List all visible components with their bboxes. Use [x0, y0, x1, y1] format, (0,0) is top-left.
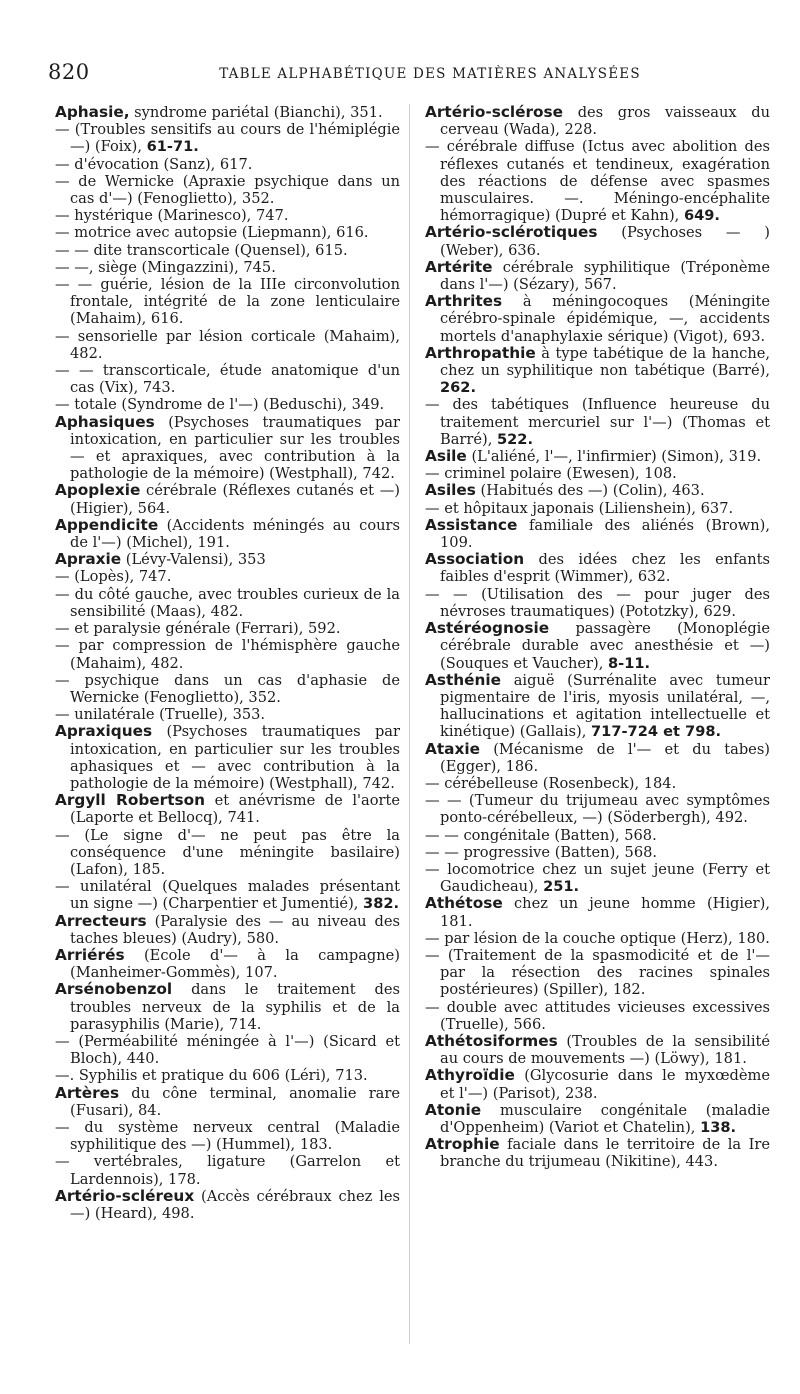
entry-text: — locomotrice chez un sujet jeune (Ferry et Gaudichеau),	[425, 860, 770, 896]
index-entry	[425, 775, 770, 792]
entry-text: — — (Tumeur du trijumeau avec symptômes ponto-cérébelleux, —) (Söderbergh), 492.	[425, 792, 770, 827]
entry-text: (Lévy-Valensi), 353	[121, 551, 266, 569]
index-entry	[55, 207, 400, 224]
index-entry	[425, 861, 770, 895]
index-entry	[55, 947, 400, 981]
entry-bold-page-ref: 522.	[497, 430, 534, 448]
index-entry	[425, 551, 770, 585]
index-entry	[425, 138, 770, 224]
index-entry	[55, 551, 400, 568]
index-entry	[55, 981, 400, 1033]
entry-headword: Artério-sclérotiques	[425, 223, 598, 242]
entry-headword: Astéréognosie	[425, 619, 550, 638]
entry-text: — et hôpitaux japonais (Lilienshein), 637.	[425, 499, 734, 517]
index-entry	[55, 723, 400, 792]
index-entry	[55, 242, 400, 259]
entry-text: — vertébrales, ligature (Garrelon et Lardennois), 178.	[55, 1153, 400, 1188]
entry-text: (Psychoses — ) (Weber), 636.	[440, 224, 770, 259]
entry-headword: Appendicite	[55, 515, 159, 534]
index-entry	[425, 930, 770, 947]
index-entry	[55, 706, 400, 723]
entry-headword: Arrecteurs	[55, 911, 147, 930]
entry-headword: Athétose	[425, 894, 503, 913]
entry-text: dans le traitement des troubles nerveux de la syphilis et de la parasyphilis (Marie), 714.	[70, 981, 400, 1033]
entry-text: faciale dans le territoire de la Ire branche du trijumeau (Nikitine), 443.	[440, 1136, 770, 1171]
entry-headword: Atonie	[425, 1100, 482, 1119]
index-entry	[425, 947, 770, 999]
entry-text: (Paralysie des — au niveau des taches bleues) (Audry), 580.	[70, 912, 400, 947]
entry-text: à méningocoques (Méningite cérébro-spinale épidémique, —, accidents mortels d'anaphylaxie sérique) (Vigot), 693.	[440, 293, 770, 345]
index-entry	[55, 637, 400, 671]
running-title: TABLE ALPHABÉTIQUE DES MATIÈRES ANALYSÉES	[219, 66, 641, 82]
index-entry	[425, 448, 770, 465]
entry-text: — — guérie, lésion de la IIIe circonvolution frontale, intégrité de la zone lenticulaire (Mahaim), 616.	[55, 276, 400, 328]
index-entry	[55, 586, 400, 620]
entry-text: — du système nerveux central (Maladie syphilitique des —) (Hummel), 183.	[55, 1118, 400, 1154]
entry-text: — cérébrale diffuse (Ictus avec abolition des réflexes cutanés et tendineux, exagération des réactions de défense avec spasmes musculaires. —. Méningo-encéphalite hémorragique) (Dupré et Kahn),	[425, 138, 770, 225]
entry-headword: Asile	[425, 447, 467, 466]
index-entry	[55, 104, 400, 121]
entry-headword: Aphasiques	[55, 412, 155, 431]
entry-text: (Accidents méningés au cours de l'—) (Michel), 191.	[70, 516, 400, 552]
entry-text: aiguë (Surrénalite avec tumeur pigmentaire de l'iris, myosis unilatéral, —, hallucinations et agitation intellectuelle et kinétique) (Gallais),	[440, 671, 770, 741]
index-entry	[425, 104, 770, 138]
index-entry	[425, 482, 770, 499]
entry-text: —. Syphilis et pratique du 606 (Léri), 713.	[55, 1067, 368, 1085]
entry-headword: Artères	[55, 1083, 120, 1102]
entry-bold-page-ref: 262.	[440, 379, 477, 397]
entry-text: (L'aliéné, l'—, l'infirmier) (Simon), 319.	[466, 448, 762, 466]
entry-text: (Psychoses traumatiques par intoxication, en particulier sur les troubles aphasiques et — avec contribution à la pathologie de la mémoire) (Westphall), 742.	[70, 723, 400, 792]
entry-bold-page-ref: 61-71.	[146, 138, 199, 156]
page-number: 820	[48, 60, 90, 84]
index-entry	[55, 156, 400, 173]
entry-text: (Troubles de la sensibilité au cours de mouvements —) (Löwy), 181.	[440, 1032, 770, 1068]
entry-text: (Accès cérébraux chez les —) (Heard), 498.	[70, 1187, 400, 1222]
entry-text: — par compression de l'hémisphère gauche (Mahaim), 482.	[55, 637, 400, 672]
entry-text: — et paralysie générale (Ferrari), 592.	[55, 620, 341, 638]
entry-text: musculaire congénitale (maladie d'Oppenheim) (Variot et Chatelin),	[440, 1101, 770, 1136]
entry-text: passagère (Monoplégie cérébrale durable avec anesthésie et —) (Souques et Vaucher),	[440, 620, 770, 672]
entry-text: — du côté gauche, avec troubles curieux de la sensibilité (Maas), 482.	[55, 585, 400, 620]
entry-bold-page-ref: 649.	[683, 207, 720, 225]
entry-bold-page-ref: 717-724 et 798.	[591, 723, 722, 741]
entry-headword: Assistance	[425, 515, 518, 534]
index-entry	[425, 741, 770, 775]
entry-headword: Aphasie,	[55, 103, 130, 121]
entry-headword: Arsénobenzol	[55, 980, 173, 999]
index-entry	[425, 293, 770, 345]
entry-text: — sensorielle par lésion corticale (Mahaim), 482.	[55, 327, 400, 362]
entry-headword: Arthropathie	[425, 343, 536, 362]
entry-headword: Athétosiformes	[425, 1031, 558, 1050]
entry-text: familiale des aliénés (Brown), 109.	[440, 516, 770, 552]
entry-text: — (Traitement de la spasmodicité et de l'— par la résection des racines spinales postérieures) (Spiller), 182.	[425, 946, 770, 999]
index-entry	[55, 792, 400, 826]
entry-headword: Apoplexie	[55, 481, 141, 500]
index-entry	[55, 276, 400, 328]
entry-headword: Apraxiques	[55, 722, 153, 741]
entry-headword: Asiles	[425, 481, 476, 500]
entry-text: — par lésion de la couche optique (Herz), 180.	[425, 929, 770, 947]
index-entry	[425, 345, 770, 397]
entry-text: — totale (Syndrome de l'—) (Beduschi), 349.	[55, 396, 385, 414]
index-entry	[55, 121, 400, 155]
entry-text: — —, siège (Mingazzini), 745.	[55, 258, 276, 276]
index-entry	[55, 672, 400, 706]
entry-text: à type tabétique de la hanche, chez un syphilitique non tabétique (Barré),	[440, 344, 770, 380]
entry-text: syndrome pariétal (Bianchi), 351.	[129, 104, 383, 121]
entry-text: — de Wernicke (Apraxie psychique dans un cas d'—) (Fenoglietto), 352.	[55, 172, 400, 208]
entry-text: — unilatéral (Quelques malades présentant un signe —) (Charpentier et Jumentié),	[55, 878, 400, 913]
index-entry	[55, 396, 400, 413]
entry-text: — — (Utilisation des — pour juger des névroses traumatiques) (Pototzky), 629.	[425, 585, 770, 620]
entry-headword: Athyroïdie	[425, 1066, 515, 1085]
index-entry	[55, 328, 400, 362]
entry-headword: Association	[425, 550, 525, 569]
index-entry	[55, 517, 400, 551]
entry-text: des idées chez les enfants faibles d'esprit (Wimmer), 632.	[440, 551, 770, 586]
index-entry	[425, 1102, 770, 1136]
entry-text: — (Perméabilité méningée à l'—) (Sicard et Bloch), 440.	[55, 1032, 400, 1068]
entry-headword: Arthrites	[425, 292, 503, 311]
index-entry	[55, 1067, 400, 1084]
index-entry	[55, 620, 400, 637]
index-entry	[55, 259, 400, 276]
index-entry	[425, 586, 770, 620]
index-entry	[425, 999, 770, 1033]
index-column-left	[55, 104, 400, 1222]
index-entry	[55, 1033, 400, 1067]
entry-text: — — congénitale (Batten), 568.	[425, 826, 657, 844]
index-entry	[425, 465, 770, 482]
index-entry	[425, 1067, 770, 1101]
column-divider	[409, 104, 410, 1344]
entry-headword: Ataxie	[425, 739, 480, 758]
index-entry	[55, 362, 400, 396]
entry-bold-page-ref: 382.	[363, 895, 400, 913]
index-entry	[55, 878, 400, 912]
entry-text: chez un jeune homme (Higier), 181.	[440, 895, 770, 930]
index-entry	[425, 1033, 770, 1067]
entry-text: du cône terminal, anomalie rare (Fusari), 84.	[70, 1084, 400, 1119]
entry-text: — (Troubles sensitifs au cours de l'hémiplégie—) (Foix),	[55, 121, 400, 156]
index-entry	[425, 517, 770, 551]
entry-text: — (Lopès), 747.	[55, 568, 172, 586]
index-entry	[425, 1136, 770, 1170]
entry-text: (Ecole d'— à la campagne) (Manheimer-Gommès), 107.	[70, 946, 400, 982]
index-column-right	[425, 104, 770, 1171]
index-entry	[55, 568, 400, 585]
index-entry	[55, 1085, 400, 1119]
entry-bold-page-ref: 251.	[543, 878, 580, 896]
entry-headword: Atrophie	[425, 1135, 500, 1154]
entry-text: — des tabétiques (Influence heureuse du traitement mercuriel sur l'—) (Thomas et Barré),	[425, 396, 770, 448]
entry-text: — — transcorticale, étude anatomique d'un cas (Vix), 743.	[55, 362, 400, 397]
entry-text: cérébrale syphilitique (Tréponème dans l'—) (Sézary), 567.	[440, 258, 770, 294]
index-entry	[425, 224, 770, 258]
entry-headword: Artério-scléreux	[55, 1186, 195, 1205]
entry-text: — double avec attitudes vicieuses excessives (Truelle), 566.	[425, 998, 770, 1033]
index-entry	[55, 1119, 400, 1153]
entry-text: — — progressive (Batten), 568.	[425, 843, 658, 861]
index-entry	[55, 1188, 400, 1222]
index-entry	[425, 500, 770, 517]
entry-headword: Artérite	[425, 257, 493, 276]
index-entry	[55, 173, 400, 207]
index-entry	[425, 396, 770, 448]
entry-text: des gros vaisseaux du cerveau (Wada), 228.	[440, 104, 770, 139]
entry-text: — hystérique (Marinesco), 747.	[55, 207, 289, 225]
entry-text: (Habitués des —) (Colin), 463.	[475, 482, 705, 500]
entry-text: (Glycosurie dans le myxœdème et l'—) (Parisot), 238.	[440, 1067, 770, 1102]
entry-bold-page-ref: 138.	[700, 1118, 737, 1136]
entry-headword: Artério-sclérose	[425, 103, 564, 121]
index-entry	[55, 482, 400, 516]
entry-text: — cérébelleuse (Rosenbeck), 184.	[425, 774, 677, 792]
entry-text: — psychique dans un cas d'aphasie de Wernicke (Fenoglietto), 352.	[55, 671, 400, 706]
index-entry	[55, 224, 400, 241]
index-entry	[425, 792, 770, 826]
index-entry	[55, 414, 400, 483]
index-entry	[425, 827, 770, 844]
entry-text: (Psychoses traumatiques par intoxication, en particulier sur les troubles — et apraxiques, avec contribution à la pathologie de la mémoire) (Westphall), 742.	[70, 413, 400, 483]
entry-text: — d'évocation (Sanz), 617.	[55, 155, 253, 173]
index-entry	[425, 620, 770, 672]
entry-headword: Arriérés	[55, 945, 125, 964]
index-entry	[425, 672, 770, 741]
entry-text: — criminel polaire (Ewesen), 108.	[425, 465, 677, 483]
entry-text: et anévrisme de l'aorte (Laporte et Bellocq), 741.	[70, 792, 400, 827]
entry-headword: Apraxie	[55, 550, 122, 569]
entry-text: — — dite transcorticale (Quensel), 615.	[55, 241, 348, 259]
entry-text: cérébrale (Réflexes cutanés et —) (Higier), 564.	[70, 482, 400, 517]
entry-text: — unilatérale (Truelle), 353.	[55, 706, 266, 724]
entry-headword: Asthénie	[425, 670, 502, 689]
index-entry	[55, 913, 400, 947]
entry-text: — motrice avec autopsie (Liepmann), 616.	[55, 224, 369, 242]
page-header	[0, 60, 800, 92]
index-entry	[55, 1153, 400, 1187]
index-entry	[425, 259, 770, 293]
entry-text: — (Le signe d'— ne peut pas être la conséquence d'une méningite basilaire) (Lafon), 185.	[55, 826, 400, 878]
index-entry	[425, 844, 770, 861]
entry-text: (Mécanisme de l'— et du tabes) (Egger), 186.	[440, 740, 770, 775]
index-entry	[425, 895, 770, 929]
index-entry	[55, 827, 400, 879]
entry-bold-page-ref: 8-11.	[607, 654, 651, 672]
entry-headword: Argyll Robertson	[55, 791, 206, 810]
